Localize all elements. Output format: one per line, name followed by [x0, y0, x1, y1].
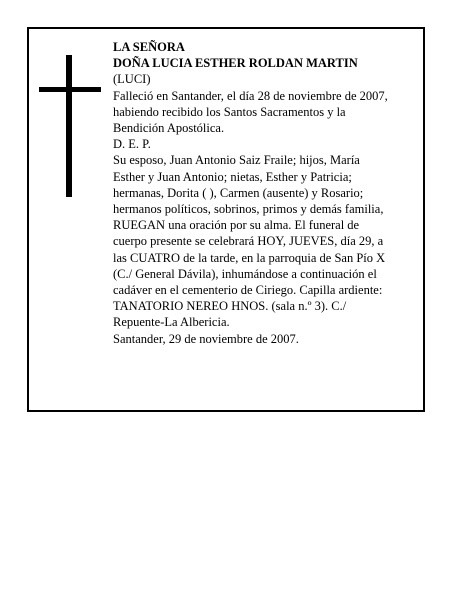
- notice-heading: LA SEÑORA: [113, 40, 185, 54]
- body-line: habiendo recibido los Santos Sacramentos y la: [113, 104, 346, 119]
- body-line: D. E. P.: [113, 137, 151, 152]
- body-line: cadáver en el cementerio de Ciriego. Capilla ardiente:: [113, 283, 383, 298]
- body-line: RUEGAN una oración por su alma. El funeral de: [113, 218, 360, 233]
- cross-vertical-bar: [66, 55, 72, 197]
- body-line: Falleció en Santander, el día 28 de noviembre de 2007,: [113, 88, 388, 103]
- deceased-nickname: (LUCI): [113, 72, 151, 87]
- body-line: Santander, 29 de noviembre de 2007.: [113, 331, 299, 346]
- obituary-notice: [27, 27, 425, 412]
- body-line: Bendición Apostólica.: [113, 121, 225, 136]
- cross-horizontal-bar: [39, 87, 101, 92]
- body-line: las CUATRO de la tarde, en la parroquia de San Pío X: [113, 250, 386, 265]
- body-line: TANATORIO NEREO HNOS. (sala n.º 3). C./: [113, 299, 347, 314]
- body-line: hermanas, Dorita ( ), Carmen (ausente) y Rosario;: [113, 185, 364, 200]
- deceased-name: DOÑA LUCIA ESTHER ROLDAN MARTIN: [113, 56, 358, 71]
- body-line: (C./ General Dávila), inhumándose a continuación el: [113, 266, 377, 281]
- body-line: hermanos políticos, sobrinos, primos y demás familia,: [113, 202, 384, 217]
- cross-icon: [39, 55, 101, 197]
- body-line: cuerpo presente se celebrará HOY, JUEVES, día 29, a: [113, 234, 384, 249]
- body-line: Repuente-La Albericia.: [113, 315, 230, 330]
- body-line: Esther y Juan Antonio; nietas, Esther y Patricia;: [113, 169, 352, 184]
- body-line: Su esposo, Juan Antonio Saiz Fraile; hijos, María: [113, 153, 360, 168]
- notice-text: [113, 39, 423, 347]
